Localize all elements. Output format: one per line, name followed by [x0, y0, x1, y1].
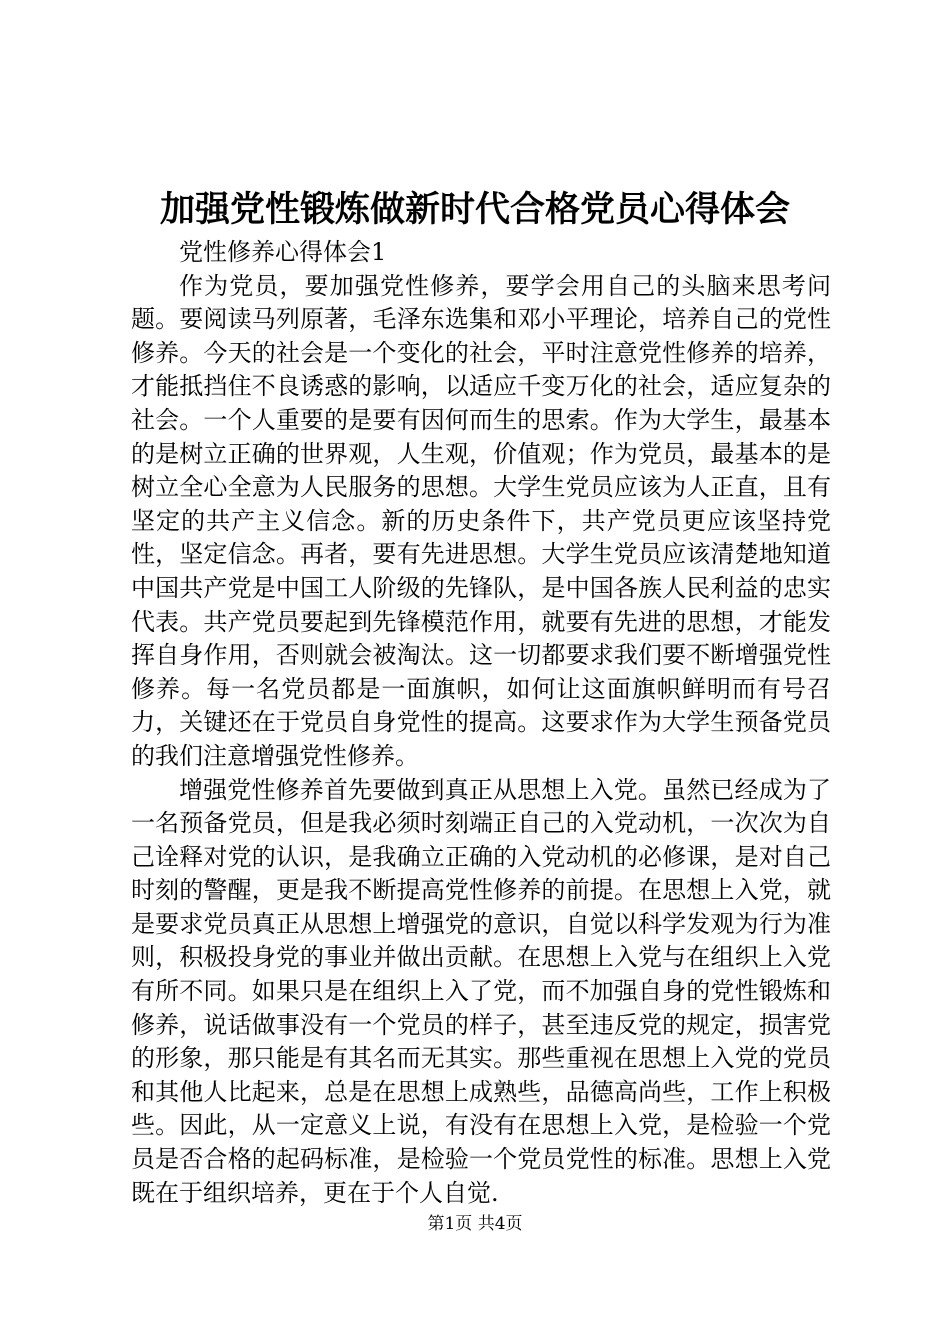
document-title: 加强党性锻炼做新时代合格党员心得体会 [159, 189, 790, 230]
paragraph-2: 增强党性修养首先要做到真正从思想上入党。虽然已经成为了一名预备党员，但是我必须时刻端正自己的入党动机，一次次为自己诠释对党的认识，是我确立正确的入党动机的必修课，是对自己时刻的警醒，更是我不断提高党性修养的前提。在思想上入党，就是要求党员真正从思想上增强党的意识，自觉以科学发观为行为准则，积极投身党的事业并做出贡献。在思想上入党与在组织上入党有所不同。如果只是在组织上入了党，而不加强自身的党性锻炼和修养，说话做事没有一个党员的样子，甚至违反党的规定，损害党的形象，那只能是有其名而无其实。那些重视在思想上入党的党员和其他人比起来，总是在思想上成熟些，品德高尚些，工作上积极些。因此，从一定意义上说，有没有在思想上入党，是检验一个党员是否合格的起码标准，是检验一个党员党性的标准。思想上入党既在于组织培养，更在于个人自觉. [131, 775, 831, 1207]
page-number-footer: 第1页 共4页 [427, 1214, 523, 1234]
subtitle-line: 党性修养心得体会1 [179, 238, 387, 266]
document-body [131, 236, 831, 1210]
paragraph-1: 作为党员，要加强党性修养，要学会用自己的头脑来思考问题。要阅读马列原著，毛泽东选集和邓小平理论，培养自己的党性修养。今天的社会是一个变化的社会，平时注意党性修养的培养，才能抵挡住不良诱惑的影响，以适应千变万化的社会，适应复杂的社会。一个人重要的是要有因何而生的思索。作为大学生，最基本的是树立正确的世界观，人生观，价值观；作为党员，最基本的是树立全心全意为人民服务的思想。大学生党员应该为人正直，且有坚定的共产主义信念。新的历史条件下，共产党员更应该坚持党性，坚定信念。再者，要有先进思想。大学生党员应该清楚地知道中国共产党是中国工人阶级的先锋队，是中国各族人民利益的忠实代表。共产党员要起到先锋模范作用，就要有先进的思想，才能发挥自身作用，否则就会被淘汰。这一切都要求我们要不断增强党性修养。每一名党员都是一面旗帜，如何让这面旗帜鲜明而有号召力，关键还在于党员自身党性的提高。这要求作为大学生预备党员的我们注意增强党性修养。 [131, 271, 831, 770]
